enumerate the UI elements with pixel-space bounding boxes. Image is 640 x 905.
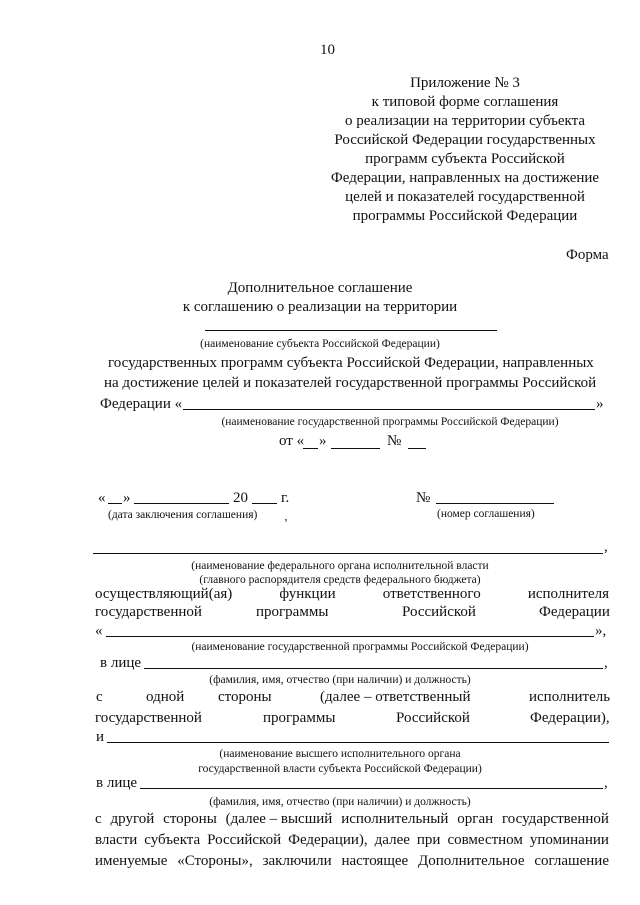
- date-year-line: [252, 503, 277, 504]
- word: осуществляющий(ая): [95, 586, 233, 602]
- caption-fio: (фамилия, имя, отчество (при наличии) и должность): [209, 796, 471, 808]
- caption-regional-body: государственной власти субъекта Российской Федерации): [198, 763, 482, 775]
- caption-subject: (наименование субъекта Российской Федерации): [200, 338, 440, 350]
- agreement-number-line: [436, 503, 554, 504]
- word: «Стороны»,: [177, 853, 253, 869]
- comma: ,: [604, 655, 608, 671]
- document-subtitle: к соглашению о реализации на территории: [182, 299, 458, 315]
- word: государственной: [502, 811, 609, 827]
- appendix-line: целей и показателей государственной: [345, 189, 585, 205]
- word: Федерации),: [288, 832, 368, 848]
- caption-regional-body: (наименование высшего исполнительного органа: [219, 748, 461, 760]
- comma: ,: [604, 539, 608, 555]
- caption-date-mark: ‚: [284, 511, 288, 523]
- justified-text-row: [95, 585, 609, 604]
- word: ответственного: [382, 586, 481, 602]
- word: упоминании: [529, 832, 609, 848]
- word: исполнитель: [529, 689, 611, 705]
- word: одной: [146, 689, 185, 705]
- word: исполнителя: [527, 586, 609, 602]
- form-label: Форма: [566, 247, 609, 263]
- date-day-line: [108, 503, 122, 504]
- body-text-line: на достижение целей и показателей государственной программы Российской: [104, 375, 597, 391]
- federal-body-fill-line: [93, 553, 603, 554]
- date-open-quote: «: [98, 490, 106, 506]
- caption-federal-body: (наименование федерального органа исполнительной власти: [191, 560, 489, 572]
- justified-text-row: [95, 831, 609, 850]
- appendix-line: программ субъекта Российской: [365, 151, 565, 167]
- body-text-suffix: »: [596, 396, 604, 412]
- word: соглашение: [534, 853, 609, 869]
- word: стороны: [163, 811, 217, 827]
- appendix-line: Приложение № 3: [410, 75, 520, 91]
- word: с: [96, 689, 103, 705]
- page-number: 10: [320, 42, 335, 58]
- caption-state-program: (наименование государственной программы Российской Федерации): [221, 416, 559, 428]
- caption-federal-body: (главного распорядителя средств федерального бюджета): [199, 574, 481, 586]
- word: Дополнительное: [418, 853, 525, 869]
- date-year-suffix: г.: [281, 490, 290, 506]
- word: орган: [457, 811, 494, 827]
- fio-fill-line: [144, 668, 603, 669]
- word: (далее – высший: [225, 811, 333, 827]
- agreement-number-sign: №: [416, 490, 431, 506]
- from-number-sign: №: [387, 433, 402, 449]
- appendix-line: о реализации на территории субъекта: [344, 113, 586, 129]
- word: Федерации),: [530, 710, 610, 726]
- from-number-line: [408, 448, 426, 449]
- state-program-fill-line: [183, 409, 595, 410]
- word: настоящее: [341, 853, 409, 869]
- word: программы: [263, 710, 336, 726]
- word: с: [95, 811, 102, 827]
- word: заключили: [262, 853, 332, 869]
- word: власти: [95, 832, 138, 848]
- word: совместном: [447, 832, 523, 848]
- appendix-line: Российской Федерации государственных: [334, 132, 596, 148]
- word: далее: [374, 832, 410, 848]
- word: Российской: [207, 832, 282, 848]
- word: программы: [256, 604, 329, 620]
- from-month-line: [331, 448, 380, 449]
- word: Федерации: [539, 604, 610, 620]
- justified-text-row: [95, 810, 609, 829]
- quote-open: «: [95, 623, 103, 639]
- caption-date: (дата заключения соглашения): [108, 509, 258, 521]
- date-month-line: [134, 503, 229, 504]
- word: функции: [279, 586, 336, 602]
- from-day-line: [303, 448, 318, 449]
- appendix-line: Федерации, направленных на достижение: [330, 170, 600, 186]
- word: другой: [110, 811, 155, 827]
- word: Российской: [402, 604, 476, 620]
- fio-fill-line: [140, 788, 603, 789]
- word: государственной: [95, 710, 202, 726]
- word: (далее – ответственный: [320, 689, 471, 705]
- body-text-prefix: Федерации «: [100, 396, 183, 412]
- word: при: [416, 832, 441, 848]
- word: государственной: [95, 604, 202, 620]
- from-prefix: от «: [279, 433, 305, 449]
- date-close-quote: »: [123, 490, 131, 506]
- justified-text-row: [95, 852, 609, 871]
- appendix-line: программы Российской Федерации: [352, 208, 578, 224]
- regional-body-fill-line: [107, 742, 609, 743]
- word: исполнительный: [341, 811, 449, 827]
- appendix-line: к типовой форме соглашения: [371, 94, 559, 110]
- state-program-fill-line: [106, 636, 594, 637]
- word: стороны: [218, 689, 272, 705]
- appendix-heading: [322, 74, 608, 226]
- caption-number: (номер соглашения): [437, 508, 535, 520]
- date-year: 20: [233, 490, 248, 506]
- comma: ,: [604, 775, 608, 791]
- caption-state-program: (наименование государственной программы Российской Федерации): [191, 641, 529, 653]
- and-label: и: [96, 729, 105, 745]
- word: Российской: [396, 710, 470, 726]
- word: именуемые: [95, 853, 168, 869]
- caption-fio: (фамилия, имя, отчество (при наличии) и должность): [209, 674, 471, 686]
- word: субъекта: [144, 832, 201, 848]
- in-person-label: в лице: [100, 655, 142, 671]
- document-title: Дополнительное соглашение: [227, 280, 413, 296]
- subject-fill-line: [205, 330, 497, 331]
- body-text-line: государственных программ субъекта Российской Федерации, направленных: [108, 355, 594, 371]
- in-person-label: в лице: [96, 775, 138, 791]
- from-mid: »: [319, 433, 327, 449]
- quote-close: »,: [595, 623, 607, 639]
